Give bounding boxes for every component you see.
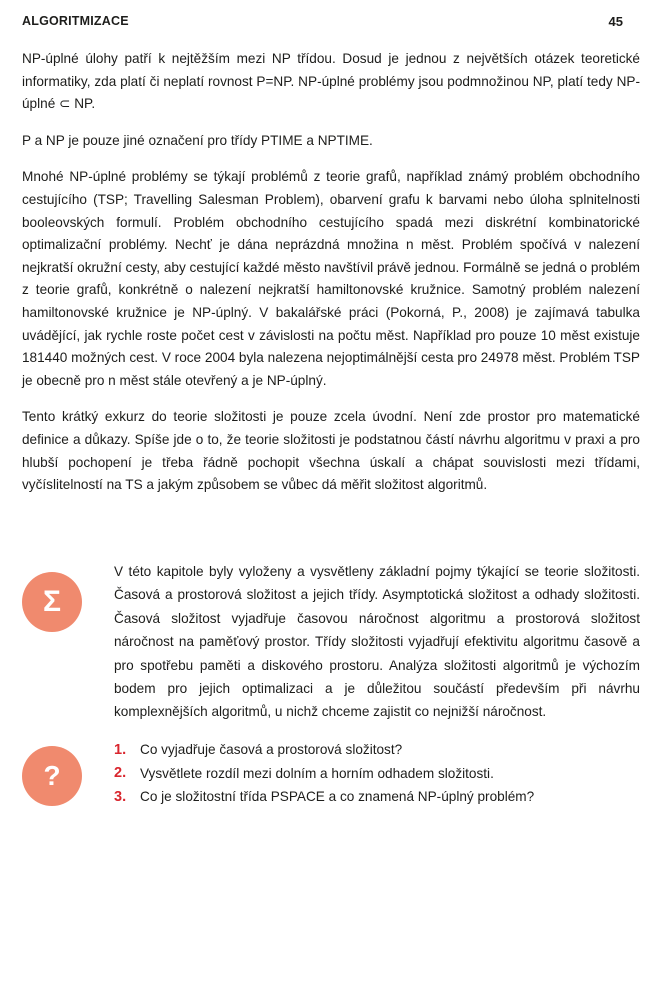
paragraph-tsp: Mnohé NP-úplné problémy se týkají problémů z teorie grafů, například známý problém obchodního cestujícího (TSP; Travelling Salesman Problem), obarvení grafu k barvami nebo úloha splnitelnosti booleovských formulí. Problém obchodního cestujícího spadá mezi diskrétní kombinatorické optimalizační problémy. Nechť je dána neprázdná množina n měst. Problém spočívá v nalezení nejkratší okružní cesty, aby cestující každé město navštívil právě jednou. Formálně se jedná o problém z teorie grafů, konkrétně o nalezení nejkratší hamiltonovské kružnice. Samotný problém nalezení hamiltonovské kružnice je NP-úplný. V bakalářské práci (Pokorná, P., 2008) je zajímavá tabulka uvádějící, jak rychle roste počet cest v závislosti na počtu měst. Například pro pouze 10 měst existuje 181440 možných cest. V roce 2004 byla nalezena nejoptimálnější cesta pro 24978 měst. Problém TSP je obecně pro n měst stále otevřený a je NP-úplný. <box>22 169 640 388</box>
question-number: 3. <box>114 788 127 805</box>
review-questions <box>0 738 661 818</box>
question-text: Vysvětlete rozdíl mezi dolním a horním odhadem složitosti. <box>140 765 494 781</box>
running-title: ALGORITMIZACE <box>22 14 129 28</box>
question-number: 1. <box>114 741 127 758</box>
paragraph-np-complete: NP-úplné úlohy patří k nejtěžším mezi NP třídou. Dosud je jednou z největších otázek teoretické informatiky, zda platí či neplatí rovnost P=NP. NP-úplné problémy jsou podmnožinou NP, platí tedy NP-úplné ⊂ NP. <box>22 51 640 112</box>
paragraph-p-np-note: P a NP je pouze jiné označení pro třídy PTIME a NPTIME. <box>22 132 373 148</box>
question-number: 2. <box>114 765 127 782</box>
paragraph-excursion: Tento krátký exkurz do teorie složitosti je pouze zcela úvodní. Není zde prostor pro matematické definice a důkazy. Spíše jde o to, že teorie složitosti je podstatnou částí návrhu algoritmu v praxi a pro hlubší pochopení je třeba řádně pochopit všechna úskalí a chápat souvislosti mezi třídami, vyčíslitelností na TS a jakým způsobem se vůbec dá měřit složitost algoritmů. <box>22 409 640 493</box>
list-item <box>114 785 640 809</box>
summary-text: V této kapitole byly vyloženy a vysvětleny základní pojmy týkající se teorie složitosti. Časová a prostorová složitost a jejich třídy. Asymptotická složitost a odhady složitosti. Časová složitost vyjadřuje časovou náročnost algoritmu a prostorová složitost náročnost na paměťový prostor. Třídy složitosti vyjadřují efektivitu algoritmu časově a pro spotřebu paměti a diskového prostoru. Analýza složitosti algoritmů je výchozím bodem pro jejich optimalizaci a je důležitou součástí především při návrhu komplexnějších algoritmů, u nichž chceme zajistit co nejnižší náročnost. <box>114 564 640 720</box>
sigma-icon: Σ <box>22 572 82 632</box>
list-item <box>114 762 640 786</box>
question-text: Co vyjadřuje časová a prostorová složitost? <box>140 742 403 758</box>
question-text: Co je složitostní třída PSPACE a co znamená NP-úplný problém? <box>140 789 535 805</box>
list-item <box>114 738 640 762</box>
question-mark-icon: ? <box>22 746 82 806</box>
page-header <box>22 14 639 34</box>
main-text <box>22 48 640 511</box>
question-list <box>114 738 640 809</box>
page-number: 45 <box>608 14 623 29</box>
chapter-summary <box>0 560 661 720</box>
